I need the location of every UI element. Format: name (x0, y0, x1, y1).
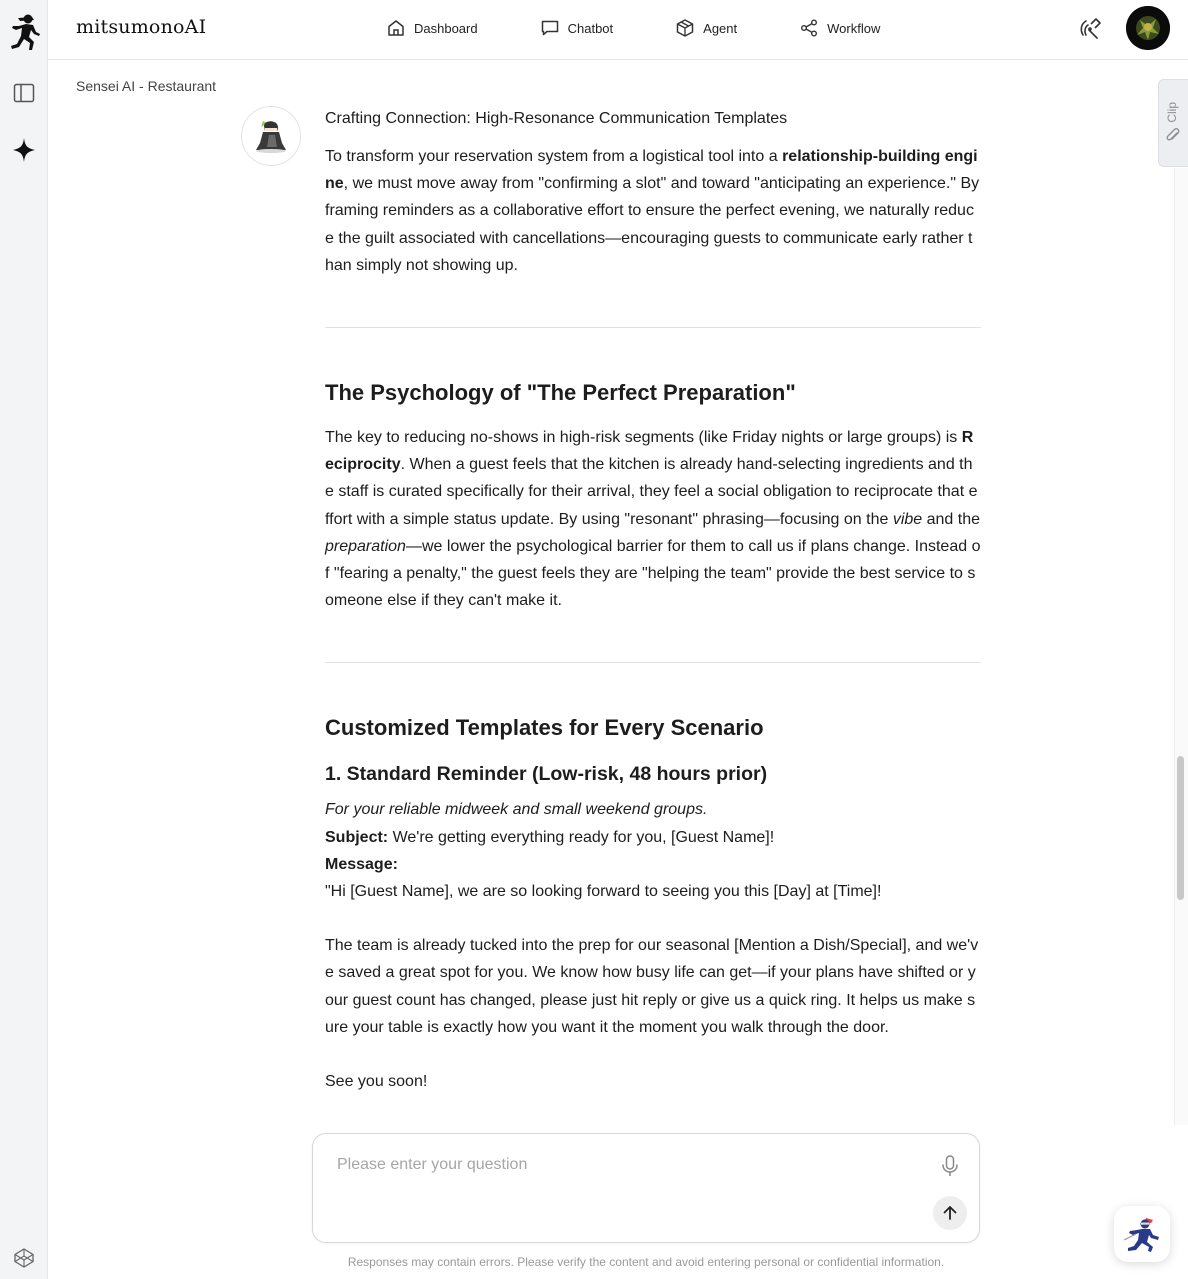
question-input[interactable] (337, 1156, 917, 1196)
codepen-cube-icon[interactable] (10, 1244, 38, 1272)
divider (325, 327, 981, 328)
template-quote-line: "Hi [Guest Name], we are so looking forward to seeing you this [Day] at [Time]! (325, 883, 882, 901)
bot-avatar (241, 106, 301, 166)
paperclip-icon (1165, 127, 1181, 150)
ninja-mascot-icon (1122, 1214, 1162, 1254)
audience-text: For your reliable midweek and small weekend groups. (325, 801, 708, 819)
intro-paragraph (325, 143, 981, 279)
message-title: Crafting Connection: High-Resonance Communication Templates (325, 110, 788, 127)
breadcrumb[interactable]: Sensei AI - Restaurant (76, 78, 217, 94)
top-header (48, 0, 1188, 60)
template-audience (325, 796, 981, 823)
psych-text-and: and the (922, 510, 981, 528)
template-quote-body: The team is already tucked into the prep for our seasonal [Mention a Dish/Special], and we've saved a great spot for you. We know how busy life can get—if your plans have shifted or your guest count has changed, please just hit reply or give us a quick ring. It helps us make sure your table is exactly how you want it the moment you walk through the door. (325, 937, 979, 1036)
psych-text-bold: Reciprocity (325, 429, 974, 474)
floating-assistant-button[interactable] (1114, 1206, 1170, 1262)
psych-text-em1: vibe (892, 510, 923, 528)
box-icon (675, 18, 695, 38)
main-nav (386, 16, 880, 40)
template-subject (325, 824, 981, 851)
divider (325, 662, 981, 663)
clip-tab[interactable] (1158, 79, 1188, 167)
psychology-paragraph (325, 424, 981, 614)
sidebar-toggle-icon[interactable] (10, 79, 38, 107)
brand-name[interactable]: mitsumonoAI (76, 16, 207, 38)
chat-bubble-icon (540, 18, 560, 38)
intro-text-post: , we must move away from "confirming a slot" and toward "anticipating an experience." By framing reminders as a collaborative effort to ensure the perfect evening, we naturally reduce the guilt associated with cancellations—encouraging guests to communicate early rather than simply not showing up. (325, 175, 980, 274)
scrollbar-track[interactable] (1174, 168, 1188, 1125)
nav-agent[interactable] (675, 16, 737, 40)
section-heading-psychology: The Psychology of "The Perfect Preparation" (325, 380, 796, 406)
subject-text: We're getting everything ready for you, [Guest Name]! (388, 828, 775, 846)
psych-text-pre: The key to reducing no-shows in high-risk segments (like Friday nights or large groups) is (325, 429, 962, 447)
assistant-message (325, 108, 981, 1095)
clip-label: Clip (1165, 102, 1179, 123)
nav-chatbot[interactable] (540, 16, 614, 40)
left-rail (0, 0, 48, 1279)
nav-workflow[interactable] (799, 16, 880, 40)
satellite-icon[interactable] (1077, 16, 1103, 42)
nav-dashboard[interactable] (386, 16, 478, 40)
psych-text-post: —we lower the psychological barrier for them to call us if plans change. Instead of "fearing a penalty," the guest feels they are "helping the team" provide the best service to someone else if they can't make it. (325, 537, 981, 610)
home-icon (386, 18, 406, 38)
scrollbar-thumb[interactable] (1177, 756, 1184, 900)
message-label: Message: (325, 855, 398, 873)
psych-text-em2: preparation (325, 537, 406, 555)
intro-text-bold: relationship-building engine (325, 148, 978, 193)
nav-dashboard-label: Dashboard (414, 20, 478, 36)
disclaimer: Responses may contain errors. Please verify the content and avoid entering personal or confidential information. (347, 1255, 945, 1269)
nav-chatbot-label: Chatbot (567, 20, 614, 36)
psych-text-mid: . When a guest feels that the kitchen is already hand-selecting ingredients and the staff is curated specifically for their arrival, they feel a social obligation to reciprocate that effort with a simple status update. By using "resonant" phrasing—focusing on the (325, 456, 978, 528)
send-button[interactable] (933, 1196, 967, 1230)
intro-text-pre: To transform your reservation system from a logistical tool into a (325, 148, 783, 165)
subheading-standard-reminder: 1. Standard Reminder (Low-risk, 48 hours prior) (325, 763, 768, 786)
user-avatar[interactable] (1126, 6, 1170, 50)
section-heading-templates: Customized Templates for Every Scenario (325, 715, 764, 741)
ninja-logo-icon[interactable] (6, 12, 42, 52)
sparkle-icon[interactable] (10, 136, 38, 164)
arrow-up-icon (941, 1204, 959, 1222)
subject-label: Subject: (325, 828, 389, 846)
microphone-icon[interactable] (939, 1154, 961, 1178)
nav-workflow-label: Workflow (827, 20, 881, 36)
template-signoff: See you soon! (325, 1073, 428, 1091)
template-message-label (325, 851, 981, 878)
nav-agent-label: Agent (703, 20, 738, 36)
share-nodes-icon (799, 18, 819, 38)
composer (312, 1133, 980, 1243)
